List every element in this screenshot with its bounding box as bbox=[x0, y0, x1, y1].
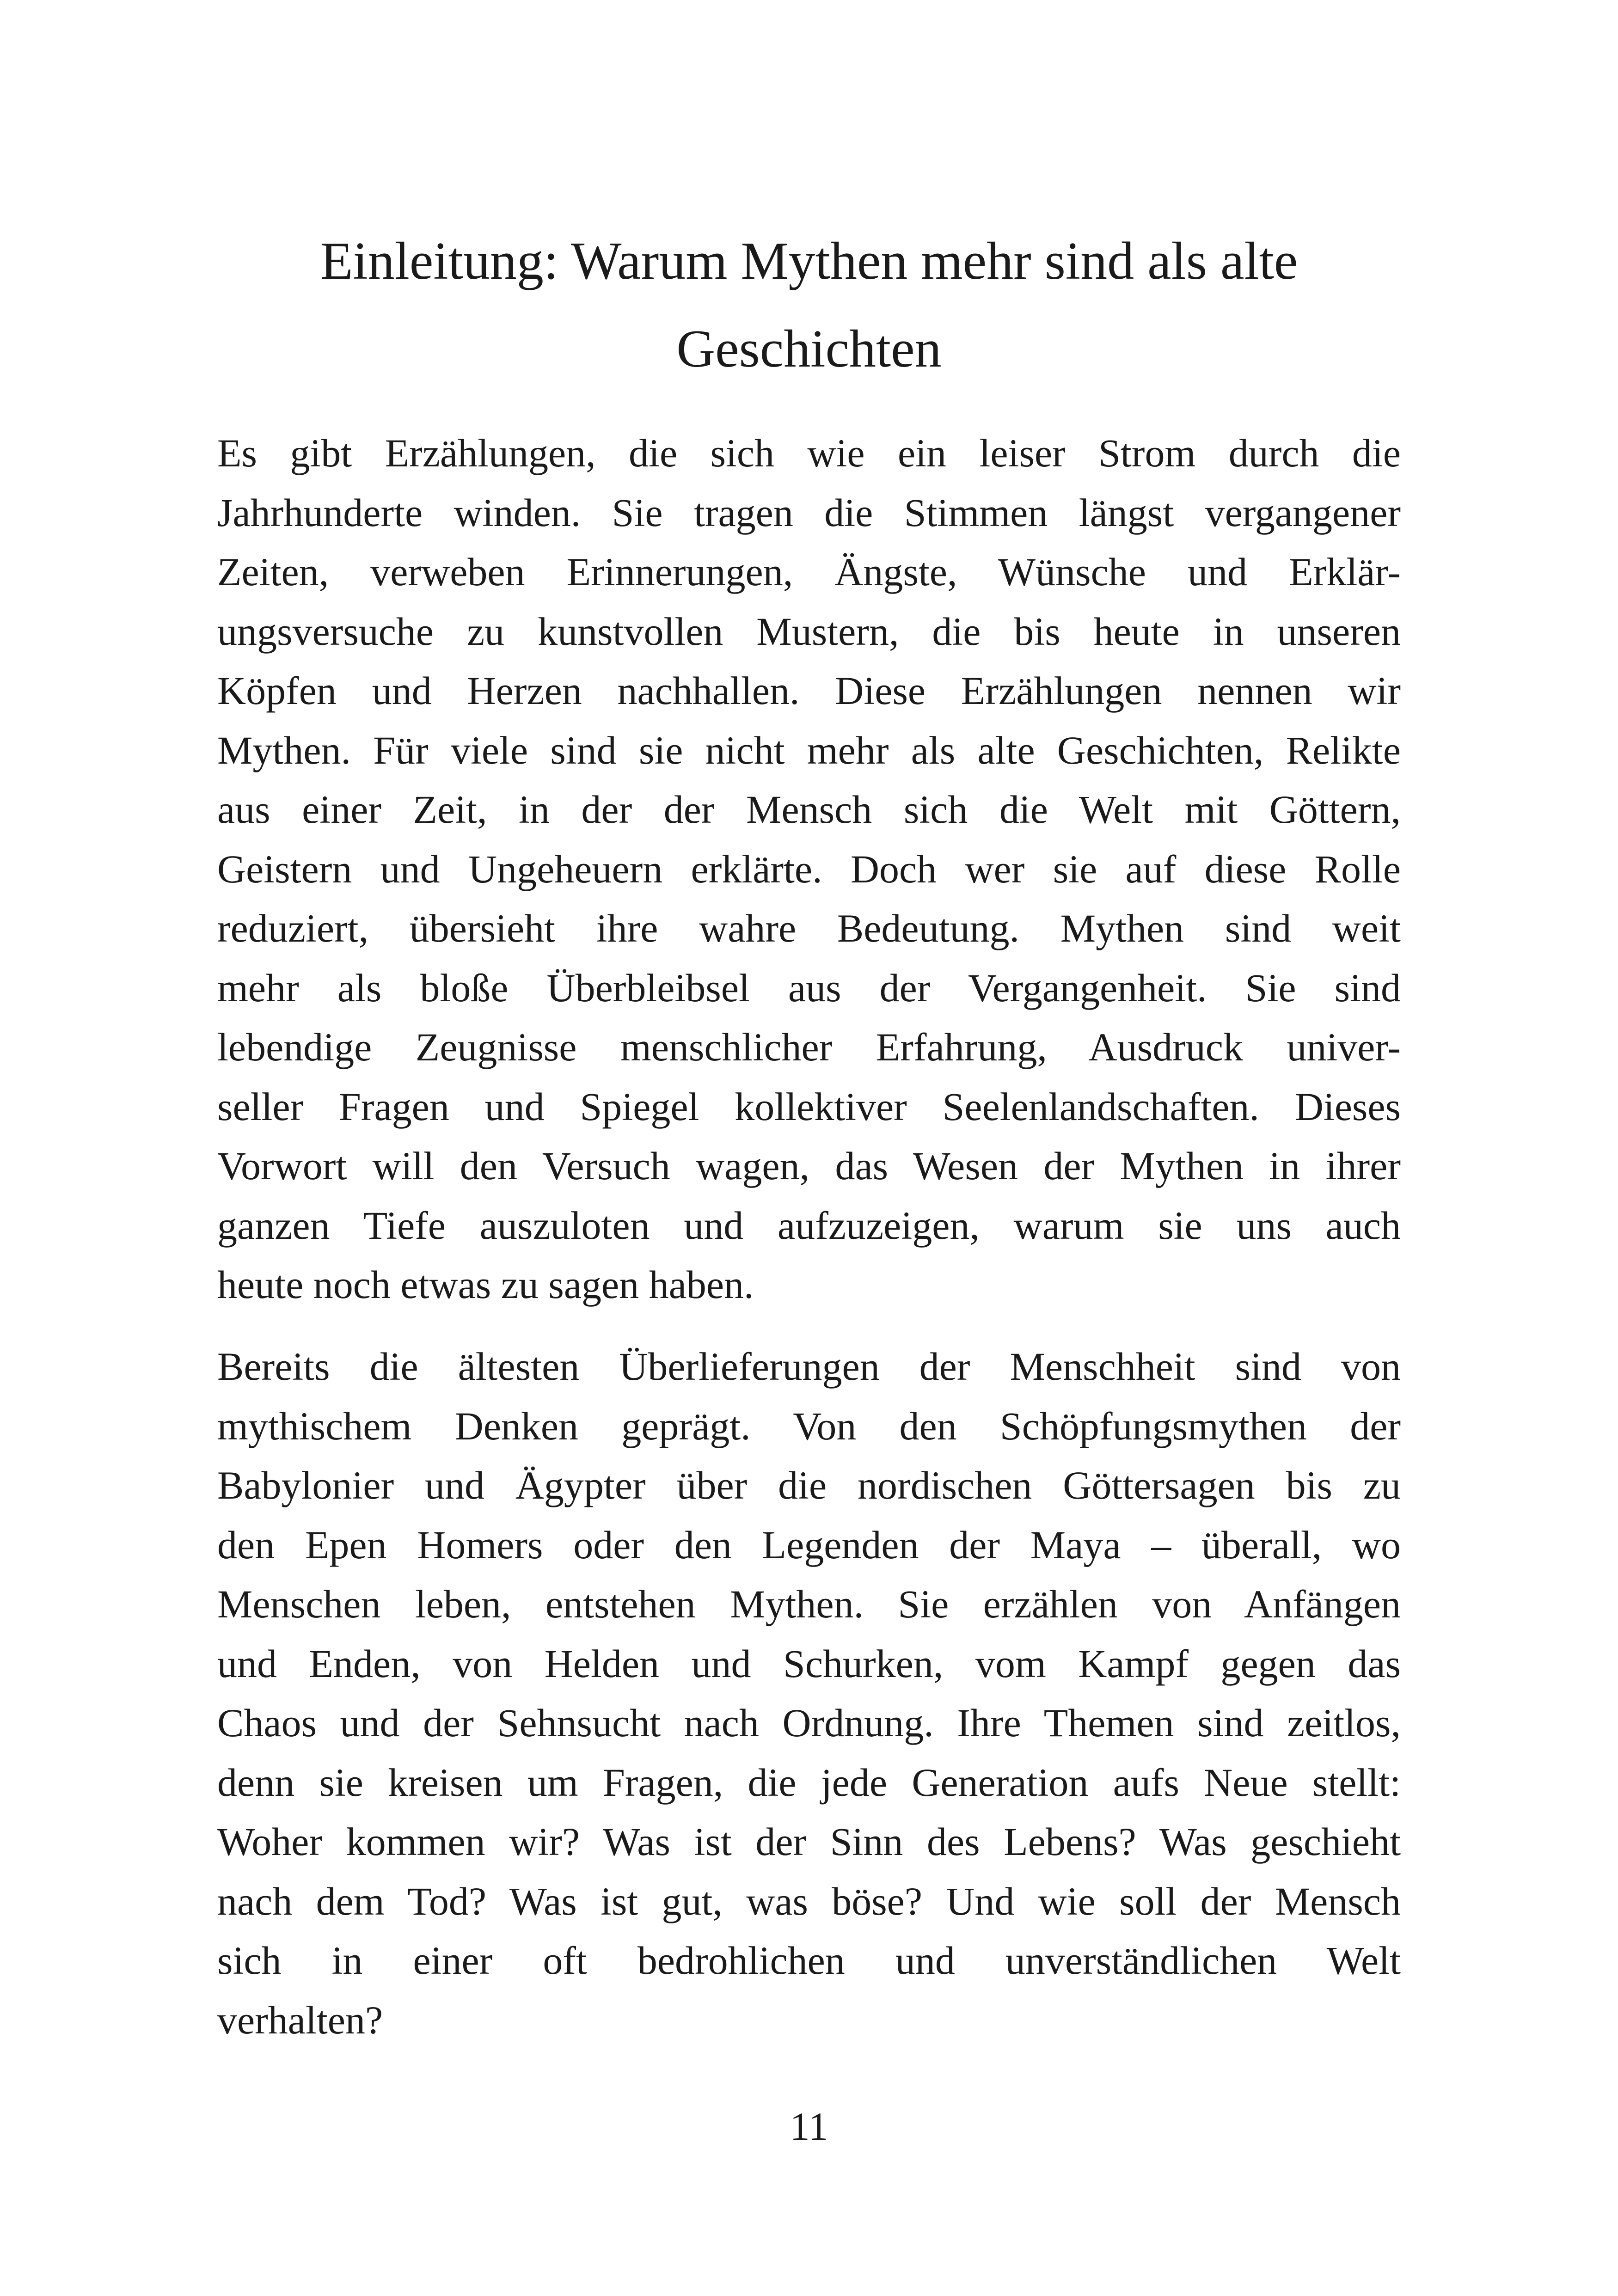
text-line: Chaos und der Sehnsucht nach Ordnung. Ihre Themen sind zeitlos, bbox=[217, 1701, 1401, 1745]
text-line: seller Fragen und Spiegel kollektiver Seelenlandschaften. Dieses bbox=[217, 1084, 1401, 1129]
text-line: heute noch etwas zu sagen haben. bbox=[217, 1262, 754, 1307]
text-line: verhalten? bbox=[217, 1997, 383, 2042]
text-line: mythischem Denken geprägt. Von den Schöpfungsmythen der bbox=[217, 1403, 1401, 1448]
paragraph-2 bbox=[217, 1337, 1401, 2050]
paragraph-1 bbox=[217, 423, 1401, 1315]
text-line: denn sie kreisen um Fragen, die jede Generation aufs Neue stellt: bbox=[217, 1760, 1401, 1805]
text-line: aus einer Zeit, in der der Mensch sich die Welt mit Göttern, bbox=[217, 787, 1401, 832]
chapter-heading-line: Einleitung: Warum Mythen mehr sind als alte bbox=[320, 232, 1298, 291]
text-line: sich in einer oft bedrohlichen und unverständlichen Welt bbox=[217, 1938, 1401, 1983]
text-line: und Enden, von Helden und Schurken, vom Kampf gegen das bbox=[217, 1641, 1401, 1686]
text-line: mehr als bloße Überbleibsel aus der Vergangenheit. Sie sind bbox=[217, 965, 1401, 1010]
text-line: Geistern und Ungeheuern erklärte. Doch wer sie auf diese Rolle bbox=[217, 846, 1401, 891]
text-line: Jahrhunderte winden. Sie tragen die Stimmen längst vergangener bbox=[217, 490, 1401, 535]
text-line: Vorwort will den Versuch wagen, das Wesen der Mythen in ihrer bbox=[217, 1144, 1401, 1188]
chapter-heading bbox=[217, 217, 1401, 393]
page-number: 11 bbox=[790, 2104, 828, 2149]
text-line: Köpfen und Herzen nachhallen. Diese Erzählungen nennen wir bbox=[217, 668, 1401, 713]
text-line: Woher kommen wir? Was ist der Sinn des Lebens? Was geschieht bbox=[217, 1819, 1401, 1864]
text-line: Bereits die ältesten Überlieferungen der Menschheit sind von bbox=[217, 1344, 1401, 1389]
text-line: Menschen leben, entstehen Mythen. Sie erzählen von Anfängen bbox=[217, 1582, 1401, 1626]
text-line: ungsversuche zu kunstvollen Mustern, die bis heute in unseren bbox=[217, 609, 1401, 654]
text-line: Babylonier und Ägypter über die nordischen Göttersagen bis zu bbox=[217, 1463, 1401, 1507]
text-line: reduziert, übersieht ihre wahre Bedeutung. Mythen sind weit bbox=[217, 906, 1401, 950]
chapter-heading-line: Geschichten bbox=[676, 319, 942, 379]
text-line: nach dem Tod? Was ist gut, was böse? Und wie soll der Mensch bbox=[217, 1879, 1401, 1923]
text-line: ganzen Tiefe auszuloten und aufzuzeigen, warum sie uns auch bbox=[217, 1203, 1401, 1248]
text-line: Es gibt Erzählungen, die sich wie ein leiser Strom durch die bbox=[217, 431, 1401, 475]
text-line: lebendige Zeugnisse menschlicher Erfahrung, Ausdruck univer- bbox=[217, 1025, 1401, 1069]
text-line: den Epen Homers oder den Legenden der Maya – überall, wo bbox=[217, 1522, 1401, 1567]
text-line: Zeiten, verweben Erinnerungen, Ängste, Wünsche und Erklär- bbox=[217, 550, 1401, 594]
text-line: Mythen. Für viele sind sie nicht mehr als alte Geschichten, Relikte bbox=[217, 728, 1401, 772]
